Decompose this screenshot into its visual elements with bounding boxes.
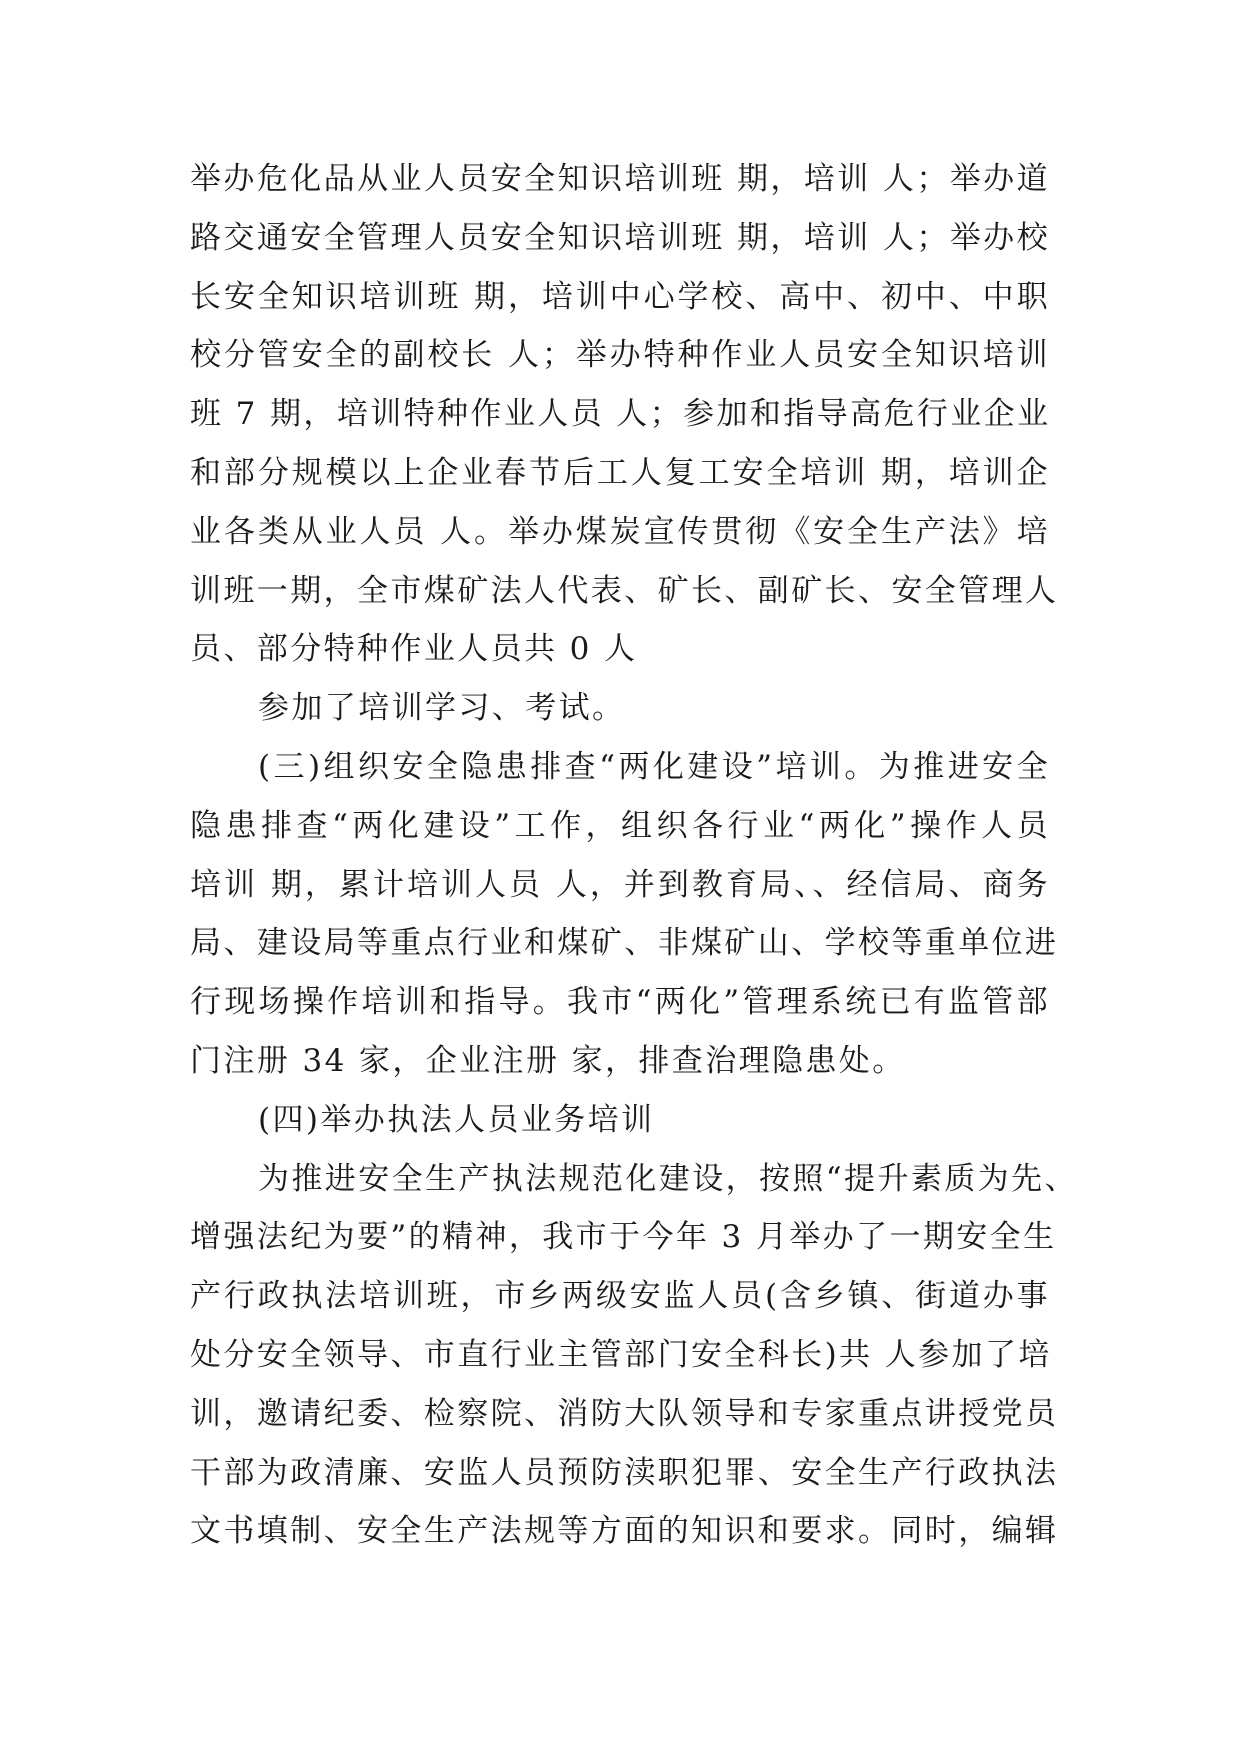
body-text-line: 参加了培训学习、考试。 bbox=[258, 690, 626, 727]
body-text-line: 隐患排查“两化建设”工作，组织各行业“两化”操作人员 bbox=[190, 807, 1050, 844]
body-text-line: 处分安全领导、市直行业主管部门安全科长)共 人参加了培 bbox=[190, 1336, 1052, 1373]
body-text-line: 训，邀请纪委、检察院、消防大队领导和专家重点讲授党员 bbox=[190, 1395, 1059, 1432]
body-text-line: 增强法纪为要”的精神，我市于今年 3 月举办了一期安全生 bbox=[190, 1219, 1057, 1256]
body-text-line: 为推进安全生产执法规范化建设，按照“提升素质为先、 bbox=[258, 1160, 1078, 1197]
body-text-line: 行现场操作培训和指导。我市“两化”管理系统已有监管部 bbox=[190, 984, 1050, 1021]
body-text-line: 局、建设局等重点行业和煤矿、非煤矿山、学校等重单位进 bbox=[190, 925, 1059, 962]
body-text-line: 员、部分特种作业人员共 0 人 bbox=[190, 631, 638, 668]
body-text-line: (三)组织安全隐患排查“两化建设”培训。为推进安全 bbox=[258, 748, 1050, 785]
body-text-line: 训班一期，全市煤矿法人代表、矿长、副矿长、安全管理人 bbox=[190, 572, 1059, 609]
body-text-line: 业各类从业人员 人。举办煤炭宣传贯彻《安全生产法》培 bbox=[190, 513, 1050, 550]
body-text-line: 长安全知识培训班 期，培训中心学校、高中、初中、中职 bbox=[190, 278, 1050, 315]
body-text-line: 培训 期，累计培训人员 人，并到教育局、、经信局、商务 bbox=[190, 866, 1050, 903]
body-text-line: 路交通安全管理人员安全知识培训班 期，培训 人；举办校 bbox=[190, 219, 1050, 256]
body-text-line: 干部为政清廉、安监人员预防渎职犯罪、安全生产行政执法 bbox=[190, 1454, 1059, 1491]
body-text-line: 举办危化品从业人员安全知识培训班 期，培训 人；举办道 bbox=[190, 161, 1050, 197]
body-text-line: 文书填制、安全生产法规等方面的知识和要求。同时，编辑 bbox=[190, 1513, 1059, 1550]
body-text-line: 和部分规模以上企业春节后工人复工安全培训 期，培训企 bbox=[190, 454, 1050, 491]
body-text-line: 门注册 34 家，企业注册 家，排查治理隐患处。 bbox=[190, 1042, 906, 1079]
document-body bbox=[190, 150, 1078, 1561]
body-text-line: (四)举办执法人员业务培训 bbox=[258, 1101, 655, 1138]
body-text-line: 校分管安全的副校长 人；举办特种作业人员安全知识培训 bbox=[190, 337, 1050, 374]
body-text-line: 班 7 期，培训特种作业人员 人；参加和指导高危行业企业 bbox=[190, 396, 1051, 433]
body-text-line: 产行政执法培训班，市乡两级安监人员(含乡镇、街道办事 bbox=[190, 1278, 1050, 1315]
